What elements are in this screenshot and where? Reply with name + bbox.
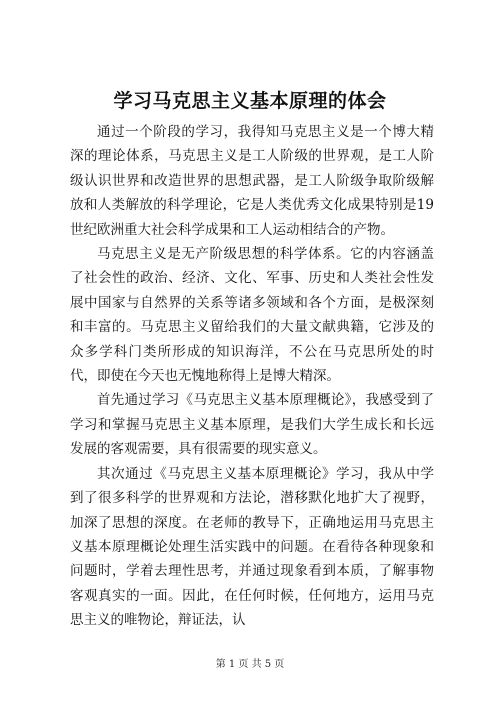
document-body <box>70 120 434 633</box>
document-title: 学习马克思主义基本原理的体会 <box>113 90 387 112</box>
paragraph-3: 首先通过学习《马克思主义基本原理概论》，我感受到了学习和掌握马克思主义基本原理，是我们大学生成长和长远发展的客观需要，具有很需要的现实意义。 <box>70 392 434 458</box>
paragraph-1: 通过一个阶段的学习，我得知马克思主义是一个博大精深的理论体系，马克思主义是工人阶级的世界观，是工人阶级认识世界和改造世界的思想武器，是工人阶级争取阶级解放和人类解放的科学理论，它是人类优秀文化成果特别是19世纪欧洲重大社会科学成果和工人运动相结合的产物。 <box>70 124 434 238</box>
paragraph-4: 其次通过《马克思主义基本原理概论》学习，我从中学到了很多科学的世界观和方法论，潜移默化地扩大了视野，加深了思想的深度。在老师的教导下，正确地运用马克思主义基本原理概论处理生活实践中的问题。在看待各种现象和问题时，学着去理性思考，并通过现象看到本质，了解事物客观真实的一面。因此，在任何时候，任何地方，运用马克思主义的唯物论，辩证法，认 <box>70 465 434 629</box>
page-footer: 第 1 页 共 5 页 <box>215 659 285 670</box>
paragraph-2: 马克思主义是无产阶级思想的科学体系。它的内容涵盖了社会性的政治、经济、文化、军事、历史和人类社会性发展中国家与自然界的关系等诸多领域和各个方面，是极深刻和丰富的。马克思主义留给我们的大量文献典籍，它涉及的众多学科门类所形成的知识海洋，不公在马克思所处的时代，即使在今天也无愧地称得上是博大精深。 <box>70 246 434 385</box>
